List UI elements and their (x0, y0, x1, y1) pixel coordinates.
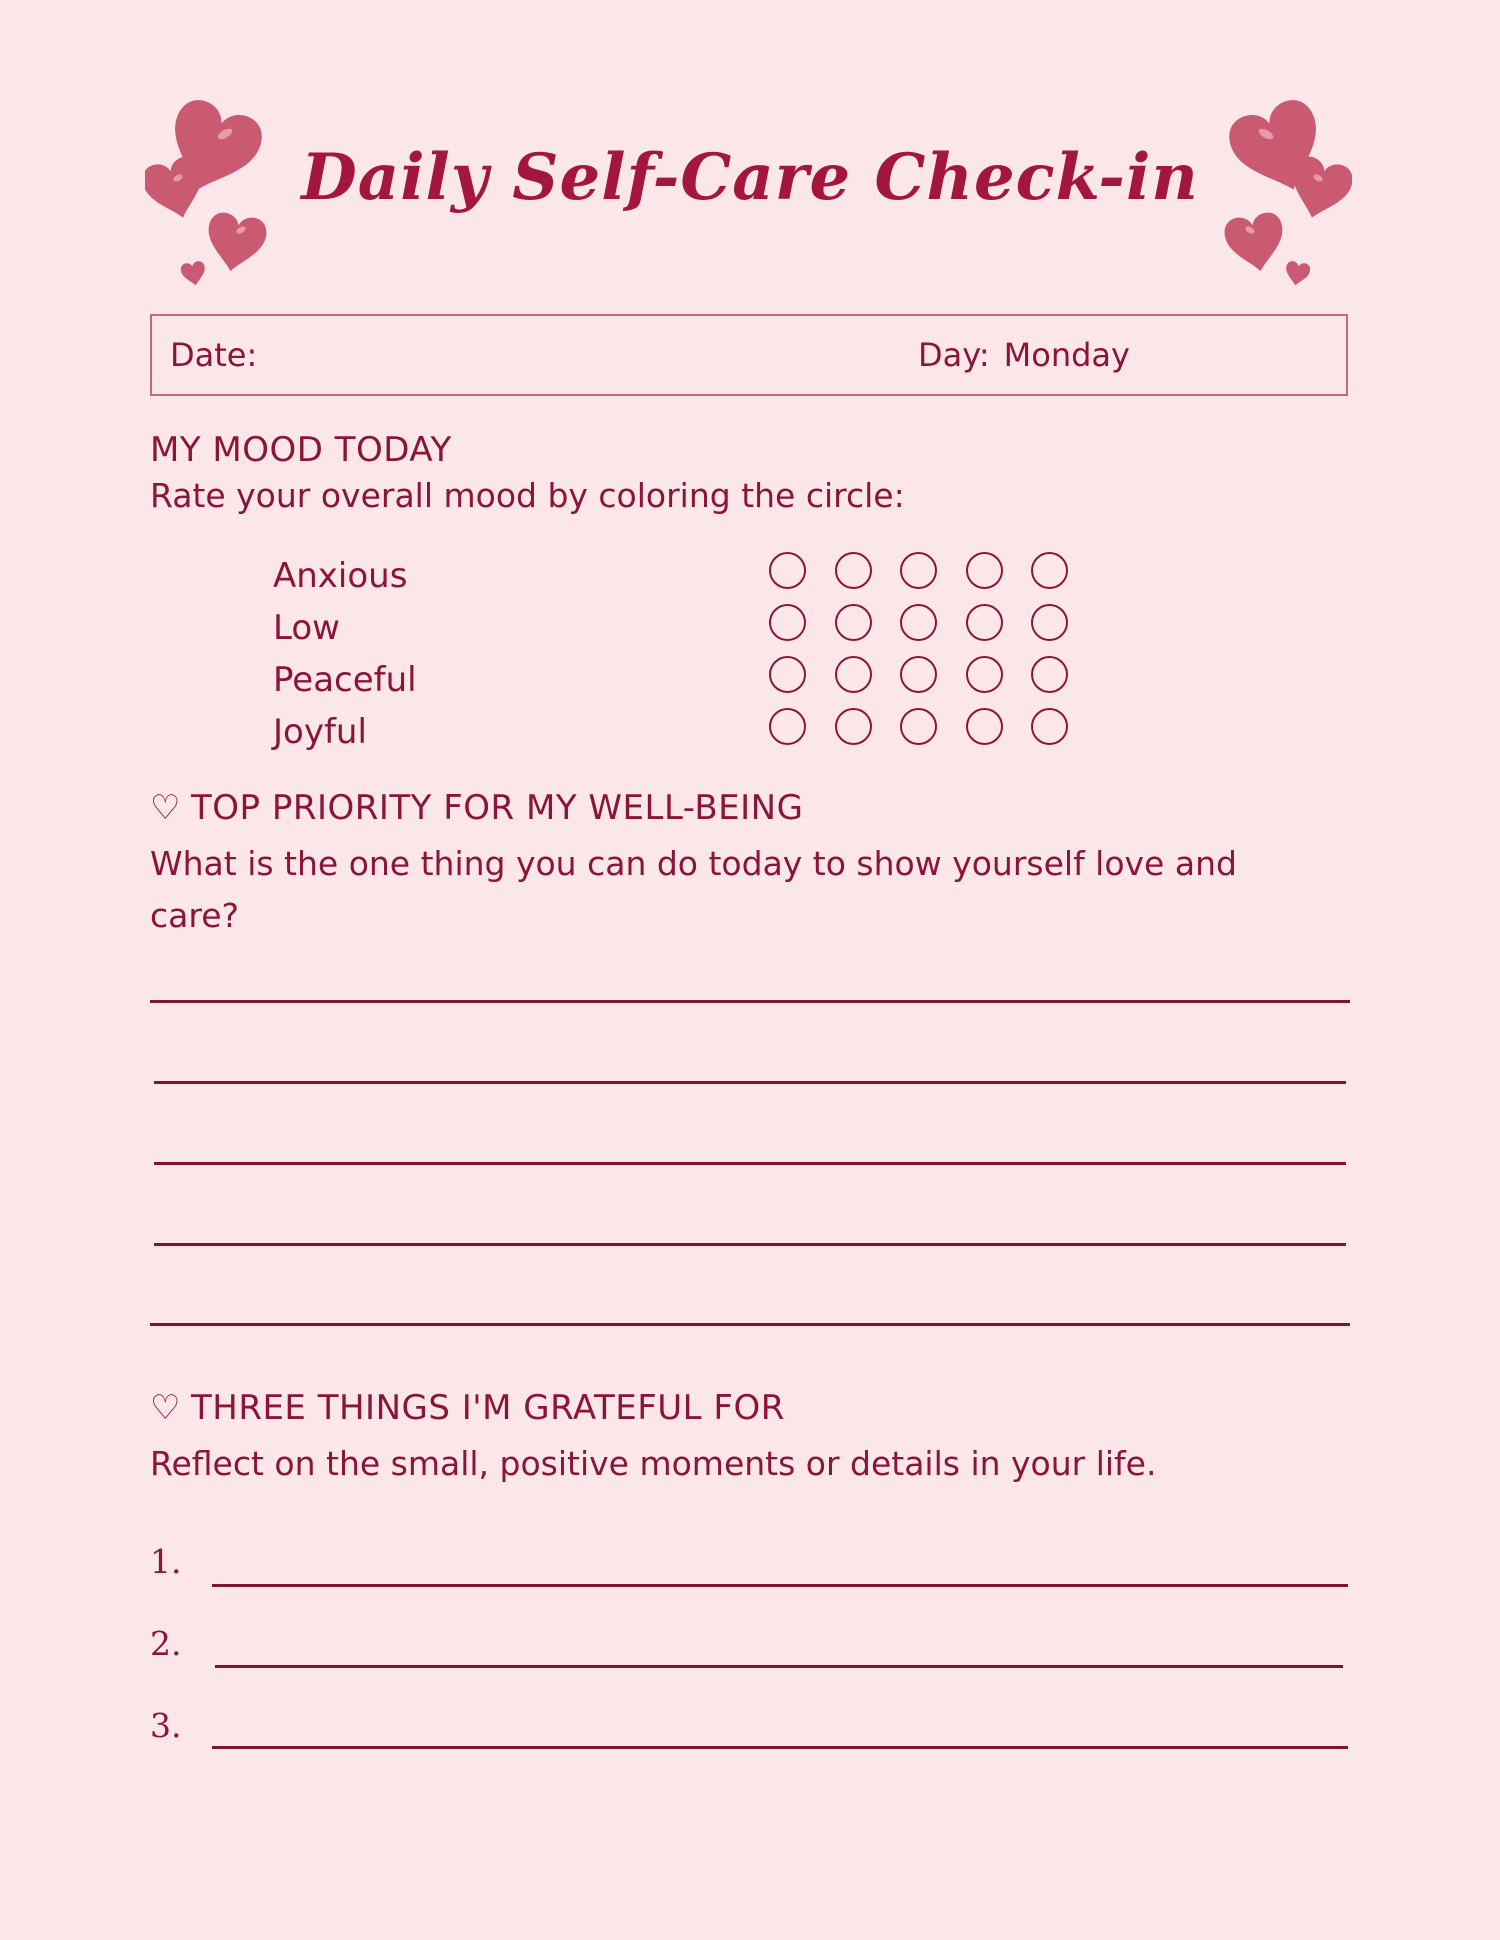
empty-circle-icon[interactable] (1031, 656, 1068, 693)
empty-circle-icon[interactable] (966, 552, 1003, 589)
outline-heart-icon: ♡ (150, 788, 181, 828)
mood-label: Anxious (273, 556, 408, 596)
empty-circle-icon[interactable] (900, 708, 937, 745)
mood-label: Low (273, 608, 340, 648)
mood-instruction: Rate your overall mood by coloring the circle: (150, 476, 905, 515)
gratitude-heading (150, 1388, 785, 1428)
answer-line[interactable] (154, 1162, 1346, 1165)
empty-circle-icon[interactable] (900, 604, 937, 641)
answer-line[interactable] (154, 1081, 1346, 1084)
priority-question: What is the one thing you can do today to show yourself love and care? (150, 844, 1237, 935)
day-field (918, 336, 1130, 374)
date-day-box (150, 314, 1348, 396)
day-label: Day: (918, 336, 990, 374)
empty-circle-icon[interactable] (966, 656, 1003, 693)
empty-circle-icon[interactable] (769, 656, 806, 693)
empty-circle-icon[interactable] (835, 604, 872, 641)
priority-heading-text: TOP PRIORITY FOR MY WELL-BEING (190, 788, 804, 828)
gratitude-number: 2. (150, 1624, 182, 1663)
empty-circle-icon[interactable] (1031, 604, 1068, 641)
empty-circle-icon[interactable] (769, 708, 806, 745)
gratitude-number: 3. (150, 1706, 182, 1745)
empty-circle-icon[interactable] (900, 552, 937, 589)
empty-circle-icon[interactable] (769, 604, 806, 641)
mood-row (273, 708, 1093, 758)
empty-circle-icon[interactable] (966, 708, 1003, 745)
mood-row (273, 604, 1093, 654)
empty-circle-icon[interactable] (835, 552, 872, 589)
empty-circle-icon[interactable] (835, 656, 872, 693)
empty-circle-icon[interactable] (769, 552, 806, 589)
mood-heading: MY MOOD TODAY (150, 430, 452, 470)
empty-circle-icon[interactable] (835, 708, 872, 745)
empty-circle-icon[interactable] (1031, 708, 1068, 745)
answer-line[interactable] (150, 1323, 1350, 1326)
mood-row (273, 552, 1093, 602)
gratitude-heading-text: THREE THINGS I'M GRATEFUL FOR (190, 1388, 785, 1428)
mood-label: Joyful (273, 712, 367, 752)
answer-line[interactable] (154, 1243, 1346, 1246)
empty-circle-icon[interactable] (900, 656, 937, 693)
gratitude-line[interactable] (215, 1665, 1343, 1668)
gratitude-instruction: Reflect on the small, positive moments or details in your life. (150, 1444, 1157, 1483)
day-value: Monday (1003, 336, 1130, 374)
empty-circle-icon[interactable] (966, 604, 1003, 641)
date-label: Date: (170, 336, 258, 374)
gratitude-number: 1. (150, 1542, 182, 1581)
hearts-cluster-icon (1222, 98, 1352, 288)
gratitude-line[interactable] (212, 1746, 1348, 1749)
page-title: Daily Self-Care Check-in (301, 140, 1199, 215)
outline-heart-icon: ♡ (150, 1388, 181, 1428)
gratitude-line[interactable] (212, 1584, 1348, 1587)
answer-line[interactable] (150, 1000, 1350, 1003)
priority-heading (150, 788, 803, 828)
empty-circle-icon[interactable] (1031, 552, 1068, 589)
mood-label: Peaceful (273, 660, 417, 700)
mood-row (273, 656, 1093, 706)
